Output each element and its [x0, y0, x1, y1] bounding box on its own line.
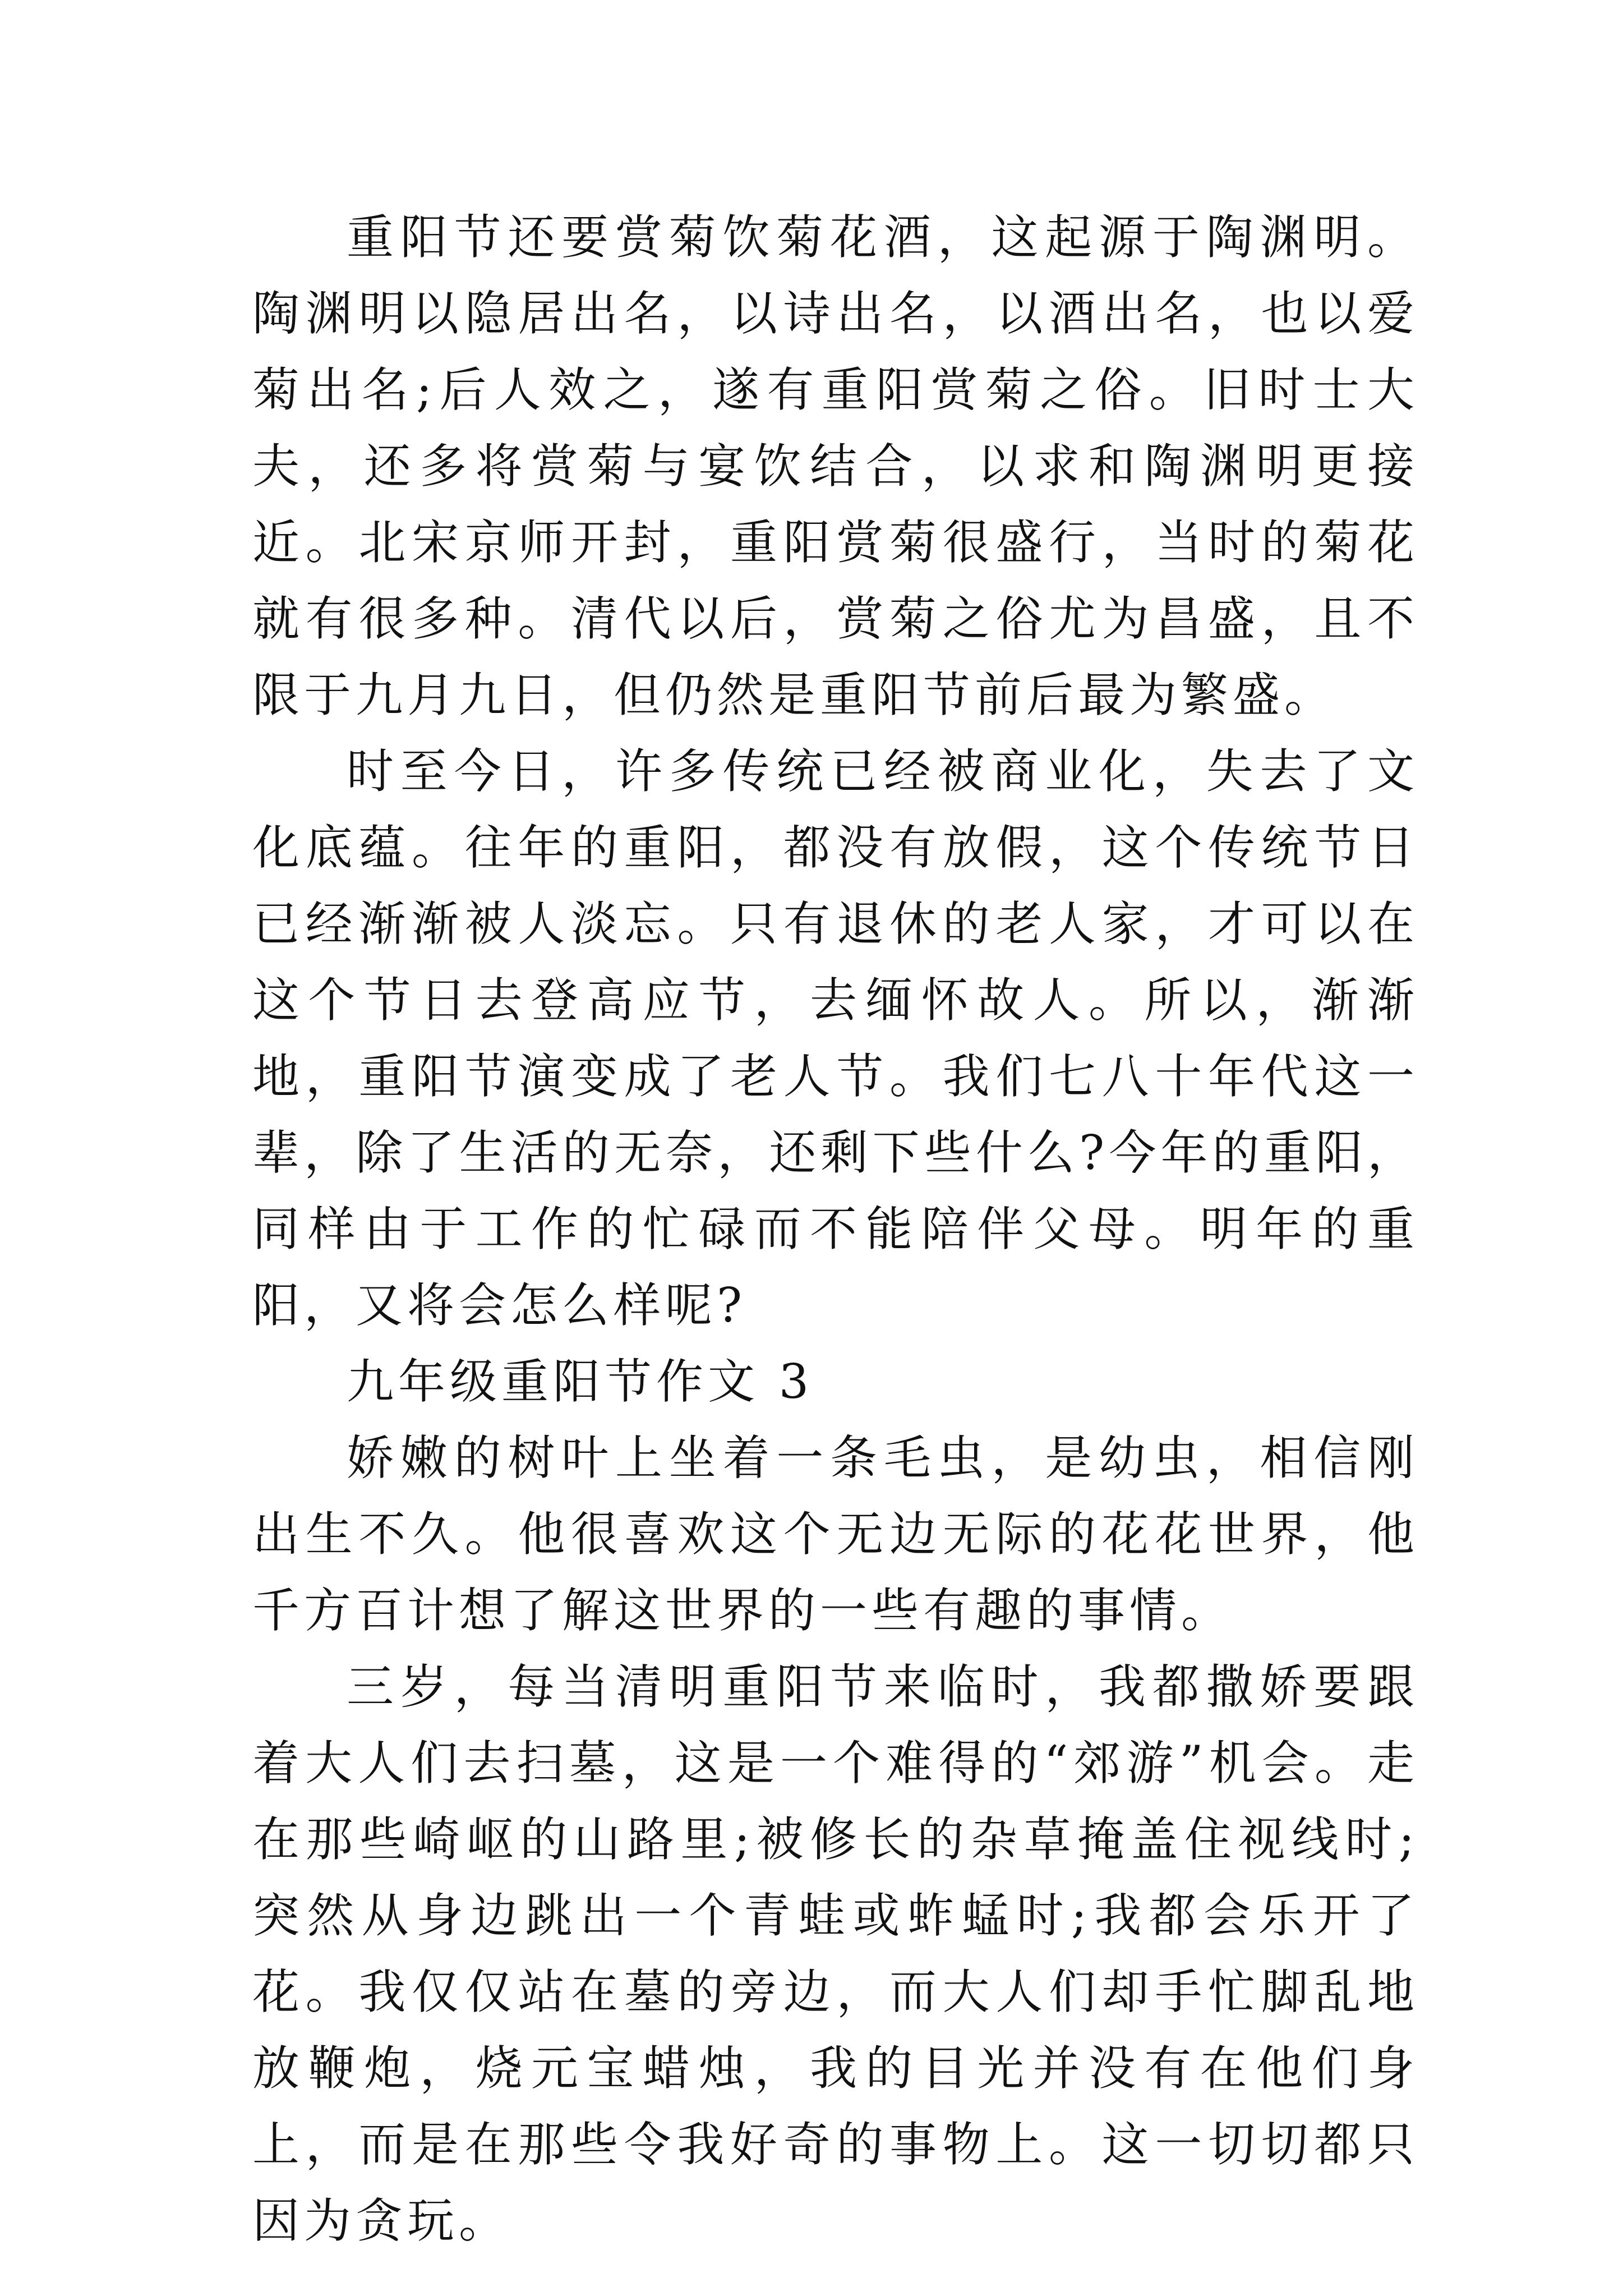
section-title: 九年级重阳节作文 3: [347, 1354, 814, 1409]
paragraph-commercialization: 时至今日，许多传统已经被商业化，失去了文化底蕴。往年的重阳，都没有放假，这个传统节日已经渐渐被人淡忘。只有退休的老人家，才可以在这个节日去登高应节，去缅怀故人。所以，渐渐地，重阳节演变成了老人节。我们七八十年代这一辈，除了生活的无奈，还剩下些什么?今年的重阳，同样由于工作的忙碌而不能陪伴父母。明年的重阳，又将会怎么样呢?: [252, 744, 1419, 1333]
paragraph-caterpillar: 娇嫩的树叶上坐着一条毛虫，是幼虫，相信刚出生不久。他很喜欢这个无边无际的花花世界，他千方百计想了解这世界的一些有趣的事情。: [252, 1430, 1419, 1638]
document-page: [252, 199, 1419, 2259]
paragraph-tomb-sweeping: 三岁，每当清明重阳节来临时，我都撒娇要跟着大人们去扫墓，这是一个难得的“郊游”机会。走在那些崎岖的山路里;被修长的杂草掩盖住视线时;突然从身边跳出一个青蛙或蚱蜢时;我都会乐开了花。我仅仅站在墓的旁边，而大人们却手忙脚乱地放鞭炮，烧元宝蜡烛，我的目光并没有在他们身上，而是在那些令我好奇的事物上。这一切切都只因为贪玩。: [252, 1659, 1419, 2248]
paragraph-chrysanthemum: 重阳节还要赏菊饮菊花酒，这起源于陶渊明。陶渊明以隐居出名，以诗出名，以酒出名，也以爱菊出名;后人效之，遂有重阳赏菊之俗。旧时士大夫，还多将赏菊与宴饮结合，以求和陶渊明更接近。北宋京师开封，重阳赏菊很盛行，当时的菊花就有很多种。清代以后，赏菊之俗尤为昌盛，且不限于九月九日，但仍然是重阳节前后最为繁盛。: [252, 210, 1419, 723]
